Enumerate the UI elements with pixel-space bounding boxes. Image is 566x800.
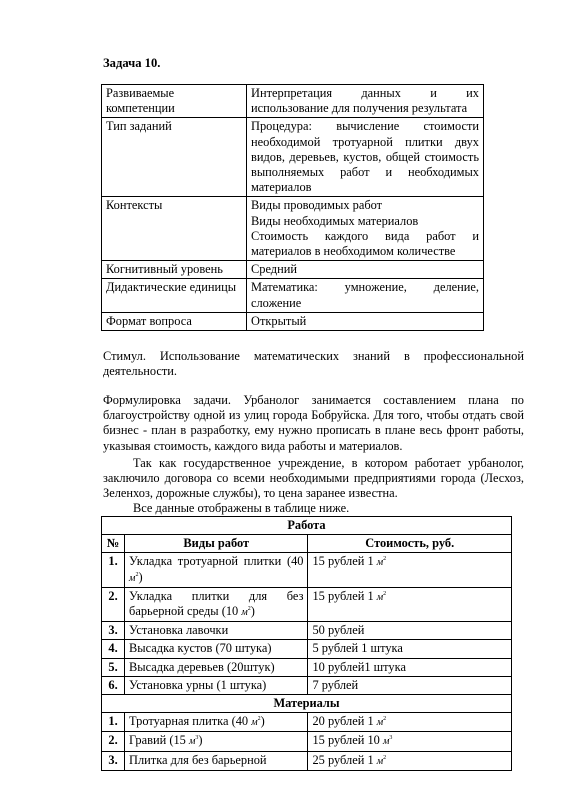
row-number: 3. [102,622,125,640]
work-name: Высадка деревьев (20штук) [125,658,308,676]
work-price: 5 рублей 1 штука [308,640,512,658]
table-row [102,751,512,770]
section-header-row [102,517,512,535]
table-row [102,261,484,279]
context-line: Виды проводимых работ [251,198,383,213]
table-row [102,676,512,694]
info-value: Открытый [247,312,484,330]
work-price: 15 рублей 1 $м^2$ [308,553,512,587]
section-header-row [102,695,512,713]
table-intro: Все данные отображены в таблице ниже. [133,501,350,515]
table-row [102,640,512,658]
price-table [101,516,512,771]
context-line: Стоимость каждого вида работ и материалов в необходимом количестве [251,228,479,259]
info-value: Математика: умножение, деление, сложение [247,279,484,312]
material-name: Гравий (15 $м^3$) [125,732,308,751]
work-price: 10 рублей1 штука [308,658,512,676]
row-number: 1. [102,713,125,732]
table-row [102,587,512,621]
work-price: 50 рублей [308,622,512,640]
material-name: Плитка для без барьерной [125,751,308,770]
table-row [102,118,484,197]
page-title: Задача 10. [103,56,161,70]
column-header-num: № [102,535,125,553]
material-name: Тротуарная плитка (40 $м^2$) [125,713,308,732]
table-row [102,622,512,640]
task-info-table [101,84,484,331]
info-key: Тип заданий [102,118,247,197]
row-number: 1. [102,553,125,587]
context-paragraph: Так как государственное учреждение, в котором работает урбанолог, заключило договора со всеми необходимыми предприятиями города (Лесхоз, Зеленхоз, дорожные службы), то цена заранее известна. [103,456,524,501]
column-header-name: Виды работ [125,535,308,553]
work-name: Высадка кустов (70 штука) [125,640,308,658]
material-price: 15 рублей 10 $м^3$ [308,732,512,751]
stimulus-paragraph: Стимул. Использование математических знаний в профессиональной деятельности. [103,349,524,379]
context-line: Виды необходимых материалов [251,213,419,228]
table-row [102,85,484,118]
material-price: 20 рублей 1 $м^2$ [308,713,512,732]
row-number: 4. [102,640,125,658]
info-value: Интерпретация данных и их использование для получения результата [247,85,484,118]
work-name: Установка лавочки [125,622,308,640]
row-number: 6. [102,676,125,694]
table-row [102,658,512,676]
column-header-price: Стоимость, руб. [308,535,512,553]
info-value [247,197,484,261]
table-row [102,553,512,587]
info-key: Когнитивный уровень [102,261,247,279]
section-header-materials: Материалы [102,695,512,713]
table-row [102,732,512,751]
table-row [102,279,484,312]
info-value: Процедура: вычисление стоимости необходимой тротуарной плитки двух видов, деревьев, кустов, общей стоимость выполняемых работ и необходимых материалов [247,118,484,197]
row-number: 2. [102,732,125,751]
section-header-work: Работа [102,517,512,535]
info-value: Средний [247,261,484,279]
work-price: 7 рублей [308,676,512,694]
info-key: Дидактические единицы [102,279,247,312]
row-number: 5. [102,658,125,676]
work-name: Установка урны (1 штука) [125,676,308,694]
formulation-paragraph: Формулировка задачи. Урбанолог занимается составлением плана по благоустройству одной из улиц города Бобруйска. Для того, чтобы отдать свой бизнес - план в разработку, ему нужно прописать в плане весь фронт работы, указывая стоимость, каждого вида работы и материалов. [103,393,524,453]
column-header-row [102,535,512,553]
row-number: 2. [102,587,125,621]
table-row [102,713,512,732]
work-name: Укладка плитки для без барьерной среды (10 $м^2$) [125,587,308,621]
info-key: Контексты [102,197,247,261]
info-key: Развиваемые компетенции [102,85,247,118]
work-price: 15 рублей 1 $м^2$ [308,587,512,621]
table-row [102,312,484,330]
info-key: Формат вопроса [102,312,247,330]
table-row [102,197,484,261]
work-name: Укладка тротуарной плитки (40 $м^2$) [125,553,308,587]
material-price: 25 рублей 1 $м^2$ [308,751,512,770]
row-number: 3. [102,751,125,770]
